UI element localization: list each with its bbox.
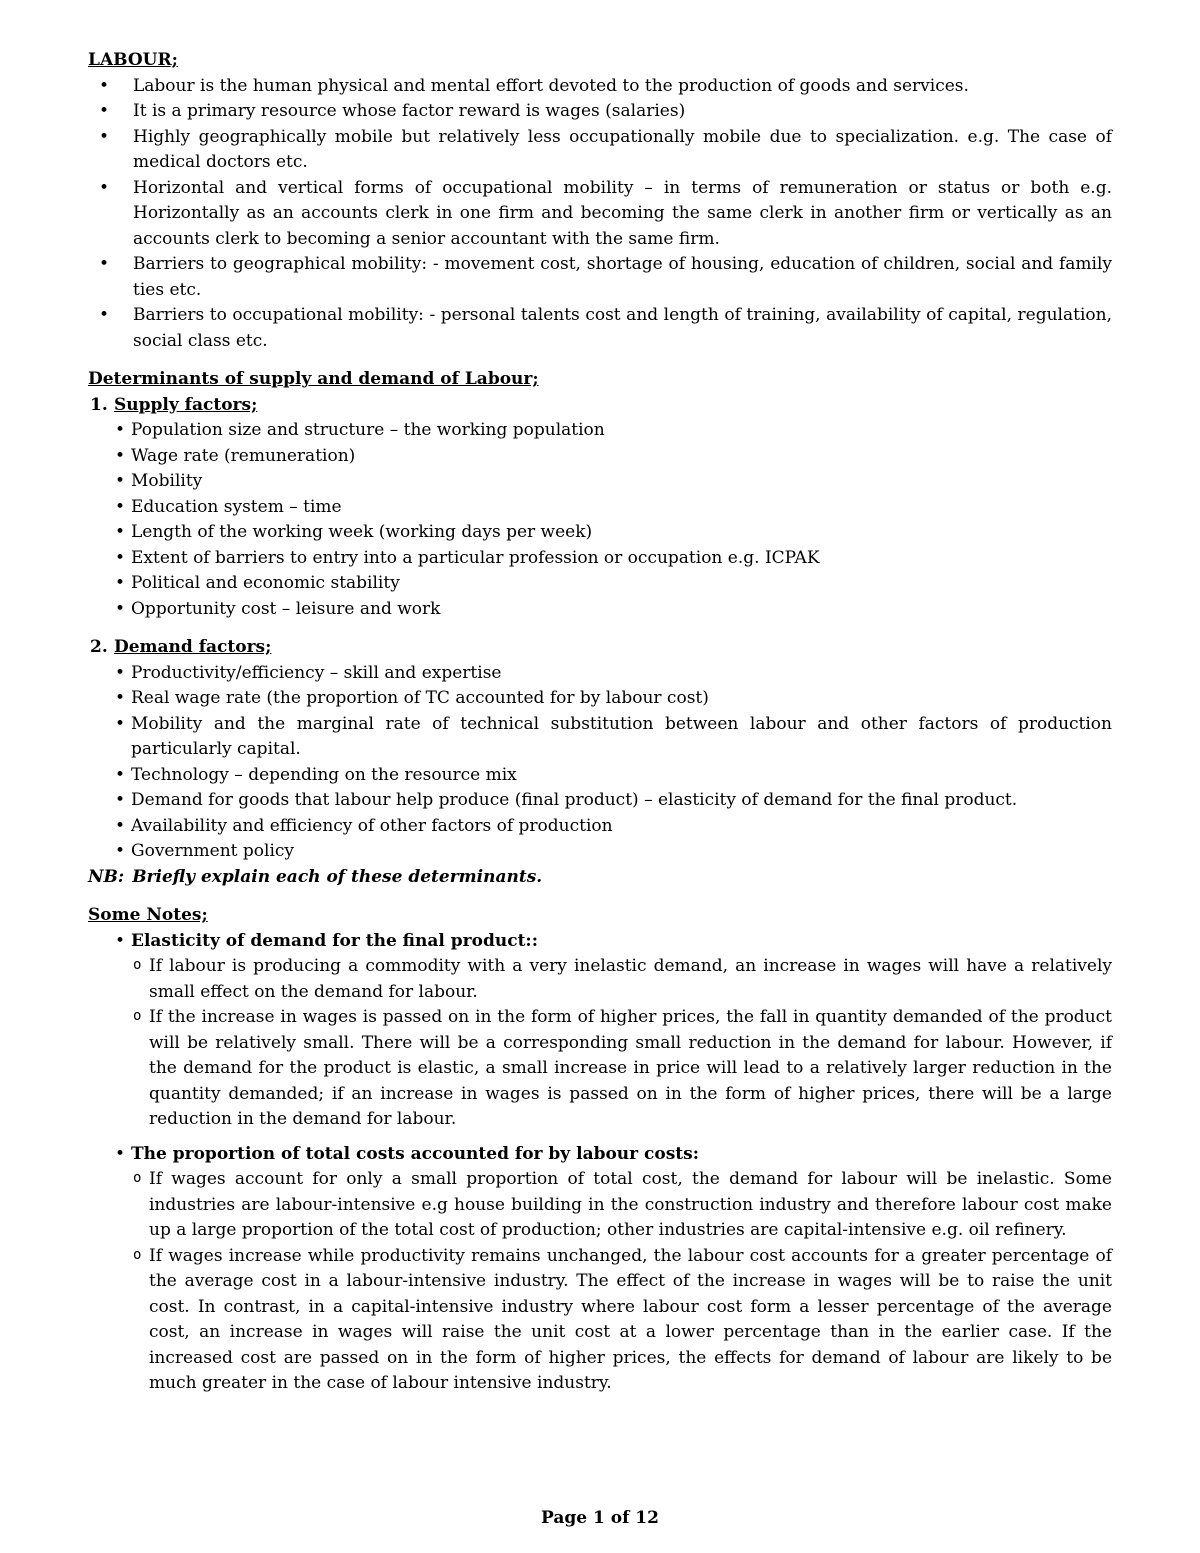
- list-item: • Availability and efficiency of other factors of production: [88, 814, 1112, 840]
- list-item: • Opportunity cost – leisure and work: [88, 597, 1112, 623]
- list-item: • Political and economic stability: [88, 571, 1112, 597]
- note-point: o If wages increase while productivity remains unchanged, the labour cost accounts for a greater percentage of the average cost in a labour-intensive industry. The effect of the increase in wages will be to raise the unit cost. In contrast, in a capital-intensive industry where labour cost form a lesser percentage of the average cost, an increase in wages will raise the unit cost at a lower percentage than in the earlier case. If the increased cost are passed on in the form of higher prices, the effects for demand of labour are likely to be much greater in the case of labour intensive industry.: [131, 1244, 1112, 1397]
- list-item: • Labour is the human physical and mental effort devoted to the production of goods and services.: [88, 74, 1112, 100]
- list-item: • Technology – depending on the resource mix: [88, 763, 1112, 789]
- list-item: • Government policy: [88, 839, 1112, 865]
- list-item: • Extent of barriers to entry into a particular profession or occupation e.g. ICPAK: [88, 546, 1112, 572]
- demand-title: Demand factors;: [114, 637, 272, 657]
- note-points: [131, 954, 1112, 1133]
- demand-factors-heading: [88, 635, 1112, 661]
- section-heading-labour: LABOUR;: [88, 50, 178, 70]
- list-item: • Barriers to geographical mobility: - movement cost, shortage of housing, education of children, social and family ties etc.: [88, 252, 1112, 303]
- supply-factors-heading: [88, 393, 1112, 419]
- supply-number: 1.: [90, 394, 108, 415]
- document-page: [88, 48, 1112, 1397]
- note-title: The proportion of total costs accounted for by labour costs:: [131, 1143, 699, 1164]
- list-item: • Horizontal and vertical forms of occupational mobility – in terms of remuneration or status or both e.g. Horizontally as an accounts clerk in one firm and becoming the same clerk in another firm or vertically as an accounts clerk to becoming a senior accountant with the same firm.: [88, 176, 1112, 253]
- list-item: • Population size and structure – the working population: [88, 418, 1112, 444]
- note-item: [88, 1142, 1112, 1397]
- list-item: • Productivity/efficiency – skill and expertise: [88, 661, 1112, 687]
- list-item: • Highly geographically mobile but relatively less occupationally mobile due to specialization. e.g. The case of medical doctors etc.: [88, 125, 1112, 176]
- note-point: o If the increase in wages is passed on in the form of higher prices, the fall in quantity demanded of the product will be relatively small. There will be a corresponding small reduction in the demand for labour. However, if the demand for the product is elastic, a small increase in price will lead to a relatively larger reduction in the quantity demanded; if an increase in wages is passed on in the form of higher prices, there will be a large reduction in the demand for labour.: [131, 1005, 1112, 1133]
- note-title: Elasticity of demand for the final product::: [131, 930, 538, 951]
- supply-title: Supply factors;: [114, 394, 258, 415]
- demand-factors-list: [88, 661, 1112, 865]
- note-item: [88, 929, 1112, 1133]
- list-item: • Real wage rate (the proportion of TC accounted for by labour cost): [88, 686, 1112, 712]
- note-point: o If labour is producing a commodity with a very inelastic demand, an increase in wages will have a relatively small effect on the demand for labour.: [131, 954, 1112, 1005]
- page-number-footer: Page 1 of 12: [541, 1508, 659, 1528]
- list-item: • Demand for goods that labour help produce (final product) – elasticity of demand for the final product.: [88, 788, 1112, 814]
- labour-bullet-list: [88, 74, 1112, 355]
- list-item: • Barriers to occupational mobility: - personal talents cost and length of training, availability of capital, regulation, social class etc.: [88, 303, 1112, 354]
- section-heading-determinants: Determinants of supply and demand of Labour;: [88, 369, 539, 389]
- demand-number: 2.: [90, 637, 108, 657]
- nb-note: [88, 865, 1112, 891]
- supply-factors-list: [88, 418, 1112, 622]
- list-item: • Mobility: [88, 469, 1112, 495]
- list-item: • It is a primary resource whose factor reward is wages (salaries): [88, 99, 1112, 125]
- section-heading-notes: Some Notes;: [88, 905, 208, 925]
- list-item: • Length of the working week (working days per week): [88, 520, 1112, 546]
- nb-text: Briefly explain each of these determinants.: [132, 866, 543, 887]
- note-point: o If wages account for only a small proportion of total cost, the demand for labour will be inelastic. Some industries are labour-intensive e.g house building in the construction industry and therefore labour cost make up a large proportion of the total cost of production; other industries are capital-intensive e.g. oil refinery.: [131, 1167, 1112, 1244]
- list-item: • Wage rate (remuneration): [88, 444, 1112, 470]
- notes-list: [88, 929, 1112, 1397]
- list-item: • Education system – time: [88, 495, 1112, 521]
- list-item: • Mobility and the marginal rate of technical substitution between labour and other factors of production particularly capital.: [88, 712, 1112, 763]
- nb-label: NB:: [88, 866, 125, 887]
- note-points: [131, 1167, 1112, 1397]
